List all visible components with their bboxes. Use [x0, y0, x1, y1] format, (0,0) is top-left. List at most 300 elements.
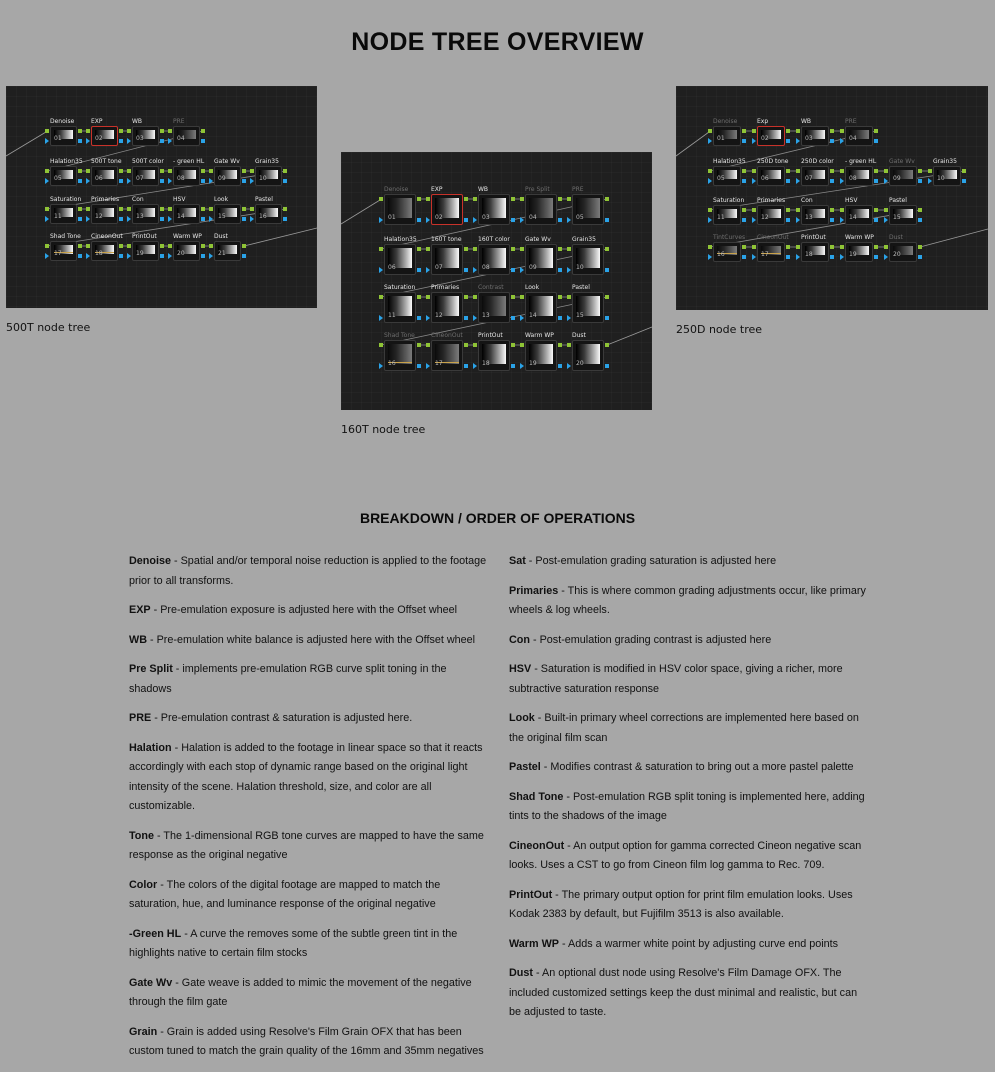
input-pin[interactable] [45, 169, 49, 173]
input-pin[interactable] [708, 208, 712, 212]
alpha-input-pin[interactable] [796, 217, 800, 223]
alpha-output-pin[interactable] [830, 218, 834, 222]
alpha-input-pin[interactable] [426, 267, 430, 273]
alpha-input-pin[interactable] [473, 217, 477, 223]
node-dust[interactable] [214, 241, 241, 261]
input-pin[interactable] [567, 295, 571, 299]
input-pin[interactable] [168, 244, 172, 248]
alpha-input-pin[interactable] [209, 216, 213, 222]
input-pin[interactable] [840, 208, 844, 212]
output-pin[interactable] [742, 208, 746, 212]
alpha-output-pin[interactable] [742, 218, 746, 222]
node-denoise[interactable] [713, 126, 741, 146]
alpha-output-pin[interactable] [742, 139, 746, 143]
alpha-output-pin[interactable] [464, 364, 468, 368]
output-pin[interactable] [201, 169, 205, 173]
node-160t-tone[interactable] [431, 244, 463, 275]
alpha-output-pin[interactable] [918, 218, 922, 222]
output-pin[interactable] [78, 169, 82, 173]
alpha-input-pin[interactable] [426, 217, 430, 223]
output-pin[interactable] [830, 169, 834, 173]
alpha-input-pin[interactable] [567, 267, 571, 273]
output-pin[interactable] [918, 208, 922, 212]
alpha-output-pin[interactable] [201, 139, 205, 143]
alpha-input-pin[interactable] [250, 216, 254, 222]
output-pin[interactable] [874, 208, 878, 212]
input-pin[interactable] [520, 247, 524, 251]
input-pin[interactable] [928, 169, 932, 173]
output-pin[interactable] [78, 244, 82, 248]
alpha-input-pin[interactable] [884, 178, 888, 184]
node-primaries[interactable] [757, 205, 785, 225]
input-pin[interactable] [840, 129, 844, 133]
output-pin[interactable] [962, 169, 966, 173]
input-pin[interactable] [168, 169, 172, 173]
output-pin[interactable] [786, 245, 790, 249]
alpha-output-pin[interactable] [605, 218, 609, 222]
alpha-output-pin[interactable] [786, 179, 790, 183]
node-wb[interactable] [132, 126, 159, 146]
output-pin[interactable] [786, 208, 790, 212]
input-pin[interactable] [796, 169, 800, 173]
output-pin[interactable] [417, 247, 421, 251]
node-pastel[interactable] [255, 204, 282, 224]
alpha-output-pin[interactable] [786, 218, 790, 222]
output-pin[interactable] [464, 295, 468, 299]
input-pin[interactable] [752, 245, 756, 249]
output-pin[interactable] [605, 197, 609, 201]
input-pin[interactable] [473, 197, 477, 201]
alpha-output-pin[interactable] [918, 255, 922, 259]
alpha-output-pin[interactable] [464, 316, 468, 320]
output-pin[interactable] [283, 169, 287, 173]
output-pin[interactable] [874, 169, 878, 173]
node-grain35[interactable] [933, 166, 961, 186]
input-pin[interactable] [567, 343, 571, 347]
input-pin[interactable] [426, 197, 430, 201]
alpha-output-pin[interactable] [605, 316, 609, 320]
input-pin[interactable] [209, 169, 213, 173]
input-pin[interactable] [884, 208, 888, 212]
output-pin[interactable] [605, 295, 609, 299]
node-halation35[interactable] [713, 166, 741, 186]
node-exp[interactable] [757, 126, 785, 146]
alpha-output-pin[interactable] [283, 179, 287, 183]
output-pin[interactable] [786, 169, 790, 173]
output-pin[interactable] [830, 208, 834, 212]
alpha-output-pin[interactable] [417, 316, 421, 320]
input-pin[interactable] [127, 169, 131, 173]
node-printout[interactable] [801, 242, 829, 262]
alpha-output-pin[interactable] [511, 364, 515, 368]
output-pin[interactable] [558, 247, 562, 251]
node-con[interactable] [801, 205, 829, 225]
alpha-input-pin[interactable] [168, 216, 172, 222]
input-pin[interactable] [752, 129, 756, 133]
node-exp[interactable] [91, 126, 118, 146]
node-halation35[interactable] [384, 244, 416, 275]
alpha-input-pin[interactable] [168, 178, 172, 184]
input-pin[interactable] [520, 343, 524, 347]
output-pin[interactable] [830, 245, 834, 249]
alpha-output-pin[interactable] [78, 139, 82, 143]
node-250d-color[interactable] [801, 166, 829, 186]
alpha-input-pin[interactable] [45, 253, 49, 259]
output-pin[interactable] [417, 197, 421, 201]
output-pin[interactable] [119, 207, 123, 211]
output-pin[interactable] [742, 245, 746, 249]
output-pin[interactable] [874, 245, 878, 249]
alpha-input-pin[interactable] [127, 178, 131, 184]
input-pin[interactable] [209, 207, 213, 211]
input-pin[interactable] [752, 169, 756, 173]
input-pin[interactable] [796, 129, 800, 133]
node-gate-wv[interactable] [889, 166, 917, 186]
input-pin[interactable] [840, 169, 844, 173]
alpha-input-pin[interactable] [168, 253, 172, 259]
output-pin[interactable] [511, 247, 515, 251]
alpha-input-pin[interactable] [127, 216, 131, 222]
alpha-output-pin[interactable] [417, 268, 421, 272]
alpha-output-pin[interactable] [918, 179, 922, 183]
alpha-output-pin[interactable] [119, 139, 123, 143]
input-pin[interactable] [379, 197, 383, 201]
alpha-input-pin[interactable] [752, 178, 756, 184]
alpha-input-pin[interactable] [520, 363, 524, 369]
node-warm-wp[interactable] [845, 242, 873, 262]
node-grain35[interactable] [255, 166, 282, 186]
alpha-output-pin[interactable] [78, 254, 82, 258]
node-dust[interactable] [889, 242, 917, 262]
output-pin[interactable] [201, 207, 205, 211]
node-grain35[interactable] [572, 244, 604, 275]
node-dust[interactable] [572, 340, 604, 371]
alpha-input-pin[interactable] [379, 315, 383, 321]
alpha-output-pin[interactable] [464, 218, 468, 222]
alpha-output-pin[interactable] [742, 179, 746, 183]
node-warm-wp[interactable] [173, 241, 200, 261]
node-160t-color[interactable] [478, 244, 510, 275]
input-pin[interactable] [884, 245, 888, 249]
alpha-input-pin[interactable] [708, 217, 712, 223]
input-pin[interactable] [840, 245, 844, 249]
output-pin[interactable] [742, 169, 746, 173]
alpha-output-pin[interactable] [160, 179, 164, 183]
node-cineonout[interactable] [91, 241, 118, 261]
input-pin[interactable] [473, 247, 477, 251]
node-printout[interactable] [478, 340, 510, 371]
alpha-output-pin[interactable] [119, 254, 123, 258]
output-pin[interactable] [511, 197, 515, 201]
node-250d-tone[interactable] [757, 166, 785, 186]
node-denoise[interactable] [50, 126, 77, 146]
alpha-input-pin[interactable] [426, 315, 430, 321]
input-pin[interactable] [86, 207, 90, 211]
alpha-output-pin[interactable] [511, 316, 515, 320]
alpha-input-pin[interactable] [45, 138, 49, 144]
alpha-input-pin[interactable] [884, 254, 888, 260]
alpha-input-pin[interactable] [86, 216, 90, 222]
output-pin[interactable] [160, 169, 164, 173]
output-pin[interactable] [119, 169, 123, 173]
input-pin[interactable] [379, 343, 383, 347]
alpha-input-pin[interactable] [840, 178, 844, 184]
node-pre[interactable] [173, 126, 200, 146]
output-pin[interactable] [119, 129, 123, 133]
input-pin[interactable] [473, 343, 477, 347]
input-pin[interactable] [708, 129, 712, 133]
alpha-output-pin[interactable] [201, 179, 205, 183]
alpha-output-pin[interactable] [160, 217, 164, 221]
node-green-hl[interactable] [845, 166, 873, 186]
alpha-output-pin[interactable] [78, 217, 82, 221]
node-denoise[interactable] [384, 194, 416, 225]
node-primaries[interactable] [91, 204, 118, 224]
input-pin[interactable] [379, 295, 383, 299]
node-saturation[interactable] [713, 205, 741, 225]
node-gate-wv[interactable] [214, 166, 241, 186]
alpha-input-pin[interactable] [520, 217, 524, 223]
node-500t-tone[interactable] [91, 166, 118, 186]
alpha-input-pin[interactable] [45, 178, 49, 184]
input-pin[interactable] [567, 247, 571, 251]
node-exp[interactable] [431, 194, 463, 225]
alpha-output-pin[interactable] [242, 179, 246, 183]
alpha-input-pin[interactable] [884, 217, 888, 223]
input-pin[interactable] [796, 208, 800, 212]
input-pin[interactable] [426, 295, 430, 299]
input-pin[interactable] [708, 245, 712, 249]
alpha-input-pin[interactable] [127, 138, 131, 144]
alpha-output-pin[interactable] [242, 254, 246, 258]
input-pin[interactable] [520, 295, 524, 299]
node-wb[interactable] [801, 126, 829, 146]
output-pin[interactable] [511, 343, 515, 347]
output-pin[interactable] [558, 197, 562, 201]
output-pin[interactable] [558, 295, 562, 299]
alpha-input-pin[interactable] [796, 254, 800, 260]
alpha-input-pin[interactable] [473, 363, 477, 369]
alpha-input-pin[interactable] [45, 216, 49, 222]
alpha-input-pin[interactable] [840, 217, 844, 223]
alpha-input-pin[interactable] [168, 138, 172, 144]
output-pin[interactable] [464, 247, 468, 251]
input-pin[interactable] [127, 244, 131, 248]
input-pin[interactable] [426, 247, 430, 251]
output-pin[interactable] [511, 295, 515, 299]
alpha-output-pin[interactable] [201, 254, 205, 258]
node-cineonout[interactable] [431, 340, 463, 371]
node-halation35[interactable] [50, 166, 77, 186]
node-pre[interactable] [845, 126, 873, 146]
alpha-output-pin[interactable] [962, 179, 966, 183]
alpha-input-pin[interactable] [567, 217, 571, 223]
alpha-input-pin[interactable] [86, 138, 90, 144]
input-pin[interactable] [127, 129, 131, 133]
output-pin[interactable] [417, 295, 421, 299]
alpha-output-pin[interactable] [558, 364, 562, 368]
alpha-output-pin[interactable] [464, 268, 468, 272]
node-gate-wv[interactable] [525, 244, 557, 275]
node-pastel[interactable] [889, 205, 917, 225]
node-printout[interactable] [132, 241, 159, 261]
input-pin[interactable] [250, 207, 254, 211]
alpha-output-pin[interactable] [417, 218, 421, 222]
alpha-output-pin[interactable] [160, 139, 164, 143]
alpha-output-pin[interactable] [417, 364, 421, 368]
alpha-input-pin[interactable] [379, 363, 383, 369]
alpha-input-pin[interactable] [796, 178, 800, 184]
alpha-input-pin[interactable] [520, 315, 524, 321]
node-wb[interactable] [478, 194, 510, 225]
output-pin[interactable] [78, 207, 82, 211]
alpha-output-pin[interactable] [511, 218, 515, 222]
alpha-input-pin[interactable] [209, 178, 213, 184]
output-pin[interactable] [558, 343, 562, 347]
alpha-output-pin[interactable] [830, 255, 834, 259]
alpha-input-pin[interactable] [379, 267, 383, 273]
alpha-input-pin[interactable] [473, 267, 477, 273]
output-pin[interactable] [605, 343, 609, 347]
output-pin[interactable] [874, 129, 878, 133]
alpha-output-pin[interactable] [874, 179, 878, 183]
alpha-input-pin[interactable] [86, 253, 90, 259]
node-green-hl[interactable] [173, 166, 200, 186]
output-pin[interactable] [918, 245, 922, 249]
alpha-input-pin[interactable] [752, 217, 756, 223]
node-tintcurves[interactable] [713, 242, 741, 262]
input-pin[interactable] [796, 245, 800, 249]
node-shad-tone[interactable] [50, 241, 77, 261]
input-pin[interactable] [86, 244, 90, 248]
output-pin[interactable] [283, 207, 287, 211]
alpha-output-pin[interactable] [119, 217, 123, 221]
alpha-output-pin[interactable] [558, 218, 562, 222]
alpha-output-pin[interactable] [201, 217, 205, 221]
input-pin[interactable] [752, 208, 756, 212]
alpha-output-pin[interactable] [830, 179, 834, 183]
input-pin[interactable] [168, 207, 172, 211]
output-pin[interactable] [160, 129, 164, 133]
node-warm-wp[interactable] [525, 340, 557, 371]
alpha-input-pin[interactable] [708, 254, 712, 260]
output-pin[interactable] [201, 129, 205, 133]
node-hsv[interactable] [173, 204, 200, 224]
alpha-input-pin[interactable] [426, 363, 430, 369]
alpha-output-pin[interactable] [874, 139, 878, 143]
node-contrast[interactable] [478, 292, 510, 323]
output-pin[interactable] [464, 197, 468, 201]
node-look[interactable] [525, 292, 557, 323]
output-pin[interactable] [242, 169, 246, 173]
output-pin[interactable] [417, 343, 421, 347]
alpha-output-pin[interactable] [78, 179, 82, 183]
output-pin[interactable] [119, 244, 123, 248]
node-con[interactable] [132, 204, 159, 224]
output-pin[interactable] [78, 129, 82, 133]
node-cineonout[interactable] [757, 242, 785, 262]
output-pin[interactable] [918, 169, 922, 173]
alpha-output-pin[interactable] [742, 255, 746, 259]
alpha-input-pin[interactable] [567, 363, 571, 369]
node-pre[interactable] [572, 194, 604, 225]
input-pin[interactable] [520, 197, 524, 201]
input-pin[interactable] [426, 343, 430, 347]
output-pin[interactable] [242, 244, 246, 248]
alpha-output-pin[interactable] [605, 364, 609, 368]
alpha-input-pin[interactable] [567, 315, 571, 321]
alpha-input-pin[interactable] [752, 138, 756, 144]
output-pin[interactable] [742, 129, 746, 133]
alpha-output-pin[interactable] [511, 268, 515, 272]
output-pin[interactable] [786, 129, 790, 133]
alpha-output-pin[interactable] [160, 254, 164, 258]
input-pin[interactable] [209, 244, 213, 248]
node-pre-split[interactable] [525, 194, 557, 225]
input-pin[interactable] [168, 129, 172, 133]
input-pin[interactable] [86, 129, 90, 133]
alpha-input-pin[interactable] [928, 178, 932, 184]
output-pin[interactable] [160, 207, 164, 211]
alpha-output-pin[interactable] [830, 139, 834, 143]
alpha-input-pin[interactable] [127, 253, 131, 259]
input-pin[interactable] [45, 244, 49, 248]
input-pin[interactable] [379, 247, 383, 251]
node-shad-tone[interactable] [384, 340, 416, 371]
output-pin[interactable] [160, 244, 164, 248]
input-pin[interactable] [86, 169, 90, 173]
alpha-input-pin[interactable] [752, 254, 756, 260]
alpha-input-pin[interactable] [840, 138, 844, 144]
alpha-input-pin[interactable] [840, 254, 844, 260]
alpha-output-pin[interactable] [874, 218, 878, 222]
node-pastel[interactable] [572, 292, 604, 323]
input-pin[interactable] [250, 169, 254, 173]
output-pin[interactable] [201, 244, 205, 248]
node-look[interactable] [214, 204, 241, 224]
node-saturation[interactable] [384, 292, 416, 323]
alpha-input-pin[interactable] [796, 138, 800, 144]
alpha-input-pin[interactable] [708, 138, 712, 144]
input-pin[interactable] [708, 169, 712, 173]
output-pin[interactable] [242, 207, 246, 211]
node-500t-color[interactable] [132, 166, 159, 186]
alpha-input-pin[interactable] [209, 253, 213, 259]
alpha-input-pin[interactable] [86, 178, 90, 184]
alpha-output-pin[interactable] [874, 255, 878, 259]
input-pin[interactable] [45, 129, 49, 133]
alpha-input-pin[interactable] [708, 178, 712, 184]
input-pin[interactable] [473, 295, 477, 299]
alpha-output-pin[interactable] [119, 179, 123, 183]
input-pin[interactable] [45, 207, 49, 211]
alpha-input-pin[interactable] [520, 267, 524, 273]
alpha-output-pin[interactable] [558, 268, 562, 272]
alpha-input-pin[interactable] [473, 315, 477, 321]
input-pin[interactable] [884, 169, 888, 173]
alpha-output-pin[interactable] [558, 316, 562, 320]
node-saturation[interactable] [50, 204, 77, 224]
node-primaries[interactable] [431, 292, 463, 323]
node-hsv[interactable] [845, 205, 873, 225]
alpha-input-pin[interactable] [379, 217, 383, 223]
alpha-output-pin[interactable] [605, 268, 609, 272]
alpha-output-pin[interactable] [242, 217, 246, 221]
output-pin[interactable] [464, 343, 468, 347]
output-pin[interactable] [605, 247, 609, 251]
alpha-output-pin[interactable] [283, 217, 287, 221]
output-pin[interactable] [830, 129, 834, 133]
